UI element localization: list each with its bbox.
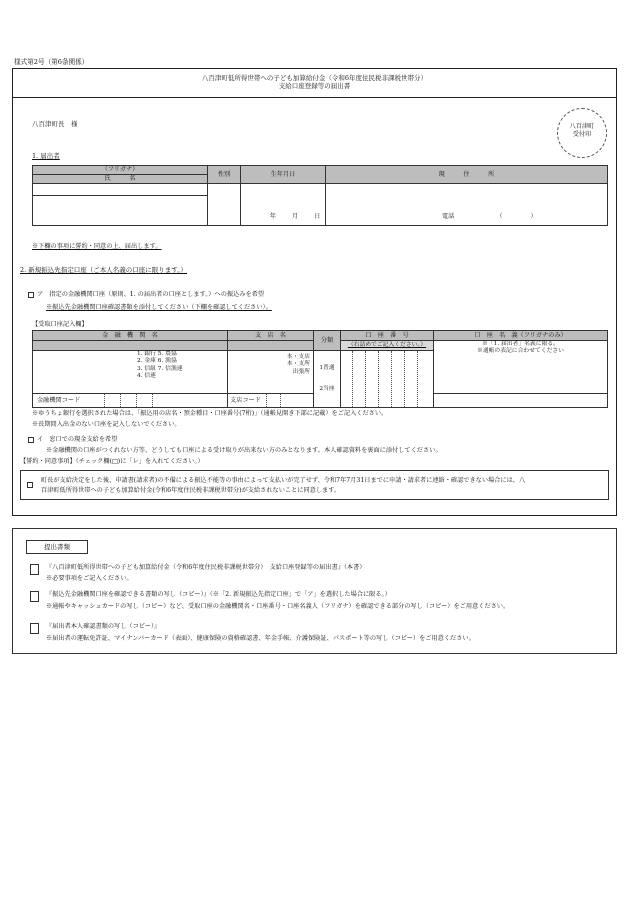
pledge-text-1: 町長が支給決定をした後、申請書(請求者)の不備による振込不能等の事由によって支払いが完了せず、令和7年7月31日までに申請・請求者に連絡・確認できない場合には、八 bbox=[41, 477, 526, 484]
branch-name-field[interactable] bbox=[228, 351, 314, 394]
account-type-2: 2当座 bbox=[319, 386, 335, 393]
option-b-note: ※金融機関の口座がつくれない方等、どうしても口座による受け取りが出来ない方のみとなります。本人確認資料を裏面に添付してください。 bbox=[46, 447, 442, 454]
doc-note: ※必要事項をご記入ください。 bbox=[46, 575, 133, 582]
branch-type-3: 出張所 bbox=[292, 368, 310, 375]
doc-title: 『八百津町低所得世帯への子ども加算給付金（令和6年度住民税非課税世帯分） 支給口座登録等の届出書』（本書） bbox=[46, 564, 366, 571]
name-field[interactable] bbox=[33, 196, 208, 226]
account-number-note: （右詰めでご記入ください。） bbox=[341, 341, 434, 351]
branch-name-header: 支 店 名 bbox=[228, 331, 314, 341]
address-field[interactable] bbox=[326, 184, 608, 226]
branch-code-label: 支店コード bbox=[230, 396, 261, 404]
option-a-note: ※振込先金融機関口座確認書類を添付してください（下欄を確認してください）。 bbox=[46, 304, 272, 311]
phone-paren-open: （ bbox=[496, 213, 503, 221]
branch-name-subheader bbox=[228, 341, 314, 351]
stamp-line-2: 受付印 bbox=[572, 130, 592, 138]
code-sep bbox=[152, 394, 153, 407]
account-number-field[interactable] bbox=[341, 351, 434, 408]
pledge-checkbox[interactable] bbox=[27, 482, 33, 488]
furigana-field[interactable] bbox=[33, 184, 208, 196]
code-sep bbox=[136, 394, 137, 407]
branch-type-2: 本・支所 bbox=[286, 361, 310, 368]
digit-sep bbox=[378, 351, 379, 407]
bank-account-table bbox=[32, 330, 608, 408]
dob-header: 生年月日 bbox=[241, 166, 326, 184]
bank-type-4: 4. 信連 bbox=[137, 372, 156, 379]
section-1-note: ※下欄の事項に誓約・同意の上、届出します。 bbox=[32, 243, 162, 250]
documents-tag: 提出書類 bbox=[26, 540, 88, 554]
bank-name-subheader bbox=[33, 341, 228, 351]
digit-sep bbox=[404, 351, 405, 407]
address-header: 現 住 所 bbox=[326, 166, 608, 184]
receipt-section-label: 【受取口座記入欄】 bbox=[32, 321, 88, 328]
option-a-checkbox[interactable] bbox=[28, 292, 34, 298]
bank-type-2: 2. 金庫 6. 漁協 bbox=[137, 358, 177, 365]
doc-checkbox[interactable] bbox=[30, 591, 39, 602]
account-holder-header: 口 座 名 義（フリガナのみ） bbox=[434, 331, 608, 341]
form-title bbox=[12, 68, 617, 98]
dob-month-label: 月 bbox=[291, 213, 299, 221]
bank-code-label: 金融機関コード bbox=[37, 396, 81, 404]
bank-name-header: 金 融 機 関 名 bbox=[33, 331, 228, 341]
phone-paren-close: ） bbox=[530, 213, 537, 221]
account-number-header bbox=[341, 331, 434, 341]
section-1-heading: 1. 届出者 bbox=[32, 152, 60, 160]
code-sep bbox=[120, 394, 121, 407]
type-header: 分類 bbox=[314, 331, 341, 351]
furigana-header: （フリガナ） bbox=[33, 166, 208, 175]
doc-checkbox[interactable] bbox=[30, 623, 39, 634]
digit-sep bbox=[417, 351, 418, 407]
title-line-2: 支給口座登録等の届出書 bbox=[278, 82, 351, 91]
pledge-box bbox=[20, 470, 609, 500]
doc-checkbox[interactable] bbox=[30, 564, 39, 575]
dormant-note: ※長期間入出金のない口座を記入しないでください。 bbox=[32, 421, 181, 428]
stamp-line-1: 八百津町 bbox=[569, 123, 595, 130]
dob-field[interactable] bbox=[241, 184, 326, 226]
branch-code-field[interactable] bbox=[228, 393, 314, 407]
phone-label: 電話 bbox=[442, 213, 455, 221]
account-holder-field[interactable] bbox=[434, 341, 608, 394]
branch-type-1: 本・支店 bbox=[286, 354, 310, 361]
code-sep bbox=[104, 394, 105, 407]
holder-note-2: ※通帳の表記に合わせてください bbox=[477, 348, 564, 355]
account-holder-extra bbox=[434, 393, 608, 407]
name-header: 氏 名 bbox=[33, 175, 208, 184]
addressee: 八百津町長 様 bbox=[32, 120, 78, 128]
holder-note-1: ※「1. 届出者」名義に限る。 bbox=[482, 341, 559, 348]
section-2-heading: 2. 新規振込先指定口座（ご本人名義の口座に限ります。） bbox=[20, 266, 187, 274]
code-sep bbox=[266, 394, 267, 407]
yucho-note: ※ゆうちょ銀行を選択された場合は、「振込用の店名・預金種目・口座番号(7桁)」（通帳見開き下部に記載）をご記入ください。 bbox=[32, 410, 388, 417]
code-sep bbox=[280, 394, 281, 407]
doc-item[interactable] bbox=[30, 591, 39, 605]
bank-type-3: 3. 信組 7. 信漁連 bbox=[137, 365, 183, 372]
pledge-text-2: 百津町低所得世帯への子ども加算給付金(令和6年度住民税非課税世帯分)が支給されないことに同意します。 bbox=[41, 487, 341, 494]
bank-type-1: 1. 銀行 5. 農協 bbox=[137, 351, 177, 358]
option-a[interactable] bbox=[28, 291, 264, 299]
digit-sep bbox=[391, 351, 392, 407]
sex-header: 性別 bbox=[208, 166, 241, 184]
bank-code-field[interactable] bbox=[33, 393, 228, 407]
account-type-options[interactable] bbox=[314, 351, 341, 408]
digit-sep bbox=[365, 351, 366, 407]
doc-note: ※通帳やキャッシュカードの写し（コピー）など、受取口座の金融機関名・口座番号・口座名義人（フリガナ）を確認できる部分の写し（コピー）をご用意ください。 bbox=[46, 603, 510, 610]
option-b-label: イ 窓口での現金支給を希望 bbox=[37, 436, 118, 443]
title-line-1: 八百津町低所得世帯への子ども加算給付金（令和6年度住民税非課税世帯分） bbox=[201, 74, 428, 82]
sex-field[interactable] bbox=[208, 184, 241, 226]
reception-stamp bbox=[557, 108, 607, 158]
doc-item[interactable] bbox=[30, 623, 39, 637]
option-a-label: ア 指定の金融機関口座（原則、1. の届出者の口座とします。）への振込みを希望 bbox=[37, 291, 265, 298]
doc-item[interactable] bbox=[30, 564, 39, 578]
form-number: 様式第2号（第6条関係） bbox=[14, 58, 89, 66]
pledge-label: 【誓約・同意事項】（チェック欄(□)に「レ」を入れてください。） bbox=[20, 458, 204, 465]
option-b[interactable] bbox=[28, 436, 117, 444]
dob-day-label: 日 bbox=[314, 213, 321, 221]
doc-title: 『振込先金融機関口座を確認できる書類の写し（コピー）』（※「2. 新規振込先指定口座」で「ア」を選択した場合に限る。） bbox=[46, 591, 391, 598]
applicant-table bbox=[32, 165, 608, 226]
digit-sep bbox=[352, 351, 353, 407]
doc-note: ※届出者の運転免許証、マイナンバーカード（表面）、健康保険の資格確認書、年金手帳、介護保険証、パスポート等の写し（コピー）をご用意ください。 bbox=[46, 635, 475, 642]
bank-name-field[interactable] bbox=[33, 351, 138, 394]
account-number-header-text: 口 座 番 号 bbox=[365, 331, 409, 339]
account-type-1: 1普通 bbox=[319, 364, 335, 371]
option-b-checkbox[interactable] bbox=[28, 437, 34, 443]
bank-type-options[interactable] bbox=[137, 351, 228, 394]
dob-year-label: 年 bbox=[269, 213, 276, 221]
doc-title: 『届出者本人確認書類の写し（コピー）』 bbox=[46, 623, 161, 630]
